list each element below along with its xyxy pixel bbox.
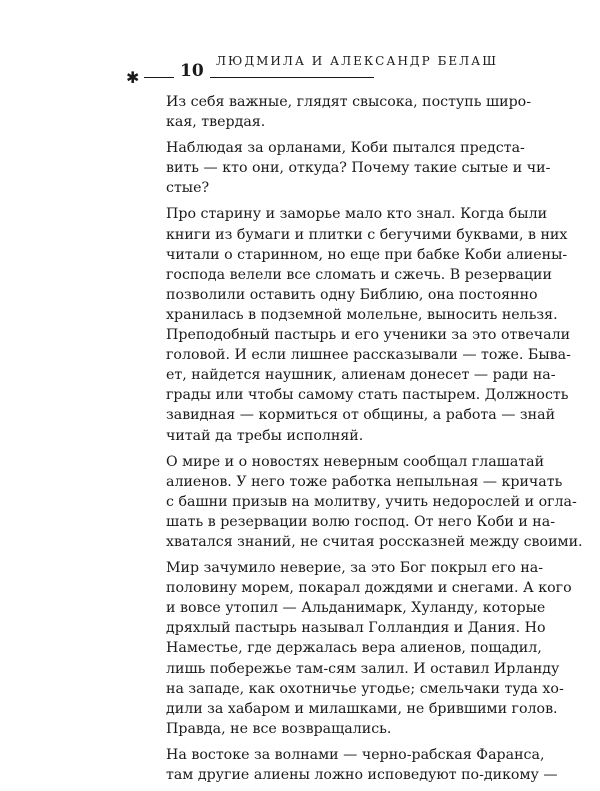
text-line: читай да требы исполняй.	[166, 427, 364, 444]
text-line: дряхлый пастырь называл Голландия и Дания. Но	[166, 620, 546, 637]
text-line: Преподобный пастырь и его ученики за это отвечали	[166, 327, 571, 344]
text-line: дили за хабаром и милашками, не брившими голов.	[166, 700, 558, 717]
body-text	[146, 92, 583, 791]
text-line: Правда, не все возвращались.	[166, 720, 392, 737]
text-line: на западе, как охотничье угодье; смельчаки туда хо-	[166, 680, 564, 697]
text-line: ет, найдется наушник, алиенам донесет — ради на-	[166, 367, 556, 384]
text-line: книги из бумаги и плитки с бегучими буквами, в них	[166, 226, 568, 243]
text-line: читали о старинном, но еще при бабке Коби алиены-	[166, 246, 568, 263]
page-number: 10	[174, 62, 210, 80]
text-line: Из себя важные, глядят свысока, поступь широ-	[166, 94, 532, 110]
text-line: позволили оставить одну Библию, она постоянно	[166, 286, 538, 303]
paragraph	[146, 92, 532, 132]
text-line: лишь побережье там-сям залил. И оставил Ирланду	[166, 660, 560, 677]
text-line: грады или чтобы самому стать пастырем. Должность	[166, 387, 569, 404]
text-line: господа велели все сломать и сжечь. В резервации	[166, 266, 552, 283]
text-line: алиенов. У него тоже работка непыльная — кричать	[166, 473, 563, 490]
text-line: Про старину и заморье мало кто знал. Когда были	[166, 206, 548, 223]
text-line: стые?	[166, 180, 210, 197]
text-line: головой. И если лишнее рассказывали — тоже. Быва-	[166, 347, 571, 364]
text-line: завидная — кормиться от общины, а работа — знай	[166, 407, 556, 424]
ornament-star-icon: ✱	[126, 68, 140, 87]
text-line: половину морем, покарал дождями и снегами. А кого	[166, 580, 572, 597]
paragraph	[146, 138, 551, 198]
text-line: вить — кто они, откуда? Почему такие сытые и чи-	[166, 160, 551, 177]
text-line: Мир зачумило неверие, за это Бог покрыл его на-	[166, 560, 544, 577]
paragraph	[146, 558, 572, 739]
text-line: кая, твердая.	[166, 114, 266, 131]
text-line: Наместье, где держалась вера алиенов, пощадил,	[166, 640, 542, 657]
text-line: с башни призыв на молитву, учить недорослей и огла-	[166, 493, 577, 510]
text-line: О мире и о новостях неверным сообщал глашатай	[166, 453, 545, 470]
text-line: На востоке за волнами — черно-рабская Фаранса,	[166, 746, 545, 763]
text-line: хватался знаний, не считая россказней между своими.	[166, 533, 583, 550]
paragraph	[146, 452, 583, 552]
text-line: там другие алиены ложно исповедуют по-дикому —	[166, 767, 558, 783]
text-line: хранилась в подземной молельне, выносить нельзя.	[166, 306, 558, 323]
text-line: и вовсе утопил — Альданимарк, Хуланду, которые	[166, 600, 546, 617]
running-head: ЛЮДМИЛА И АЛЕКСАНДР БЕЛАШ	[216, 54, 498, 68]
page-header	[0, 0, 600, 90]
text-line: Наблюдая за орланами, Коби пытался предста-	[166, 140, 525, 157]
text-line: шать в резервации волю господ. От него Коби и на-	[166, 513, 556, 530]
paragraph	[146, 204, 571, 445]
paragraph	[146, 745, 558, 785]
